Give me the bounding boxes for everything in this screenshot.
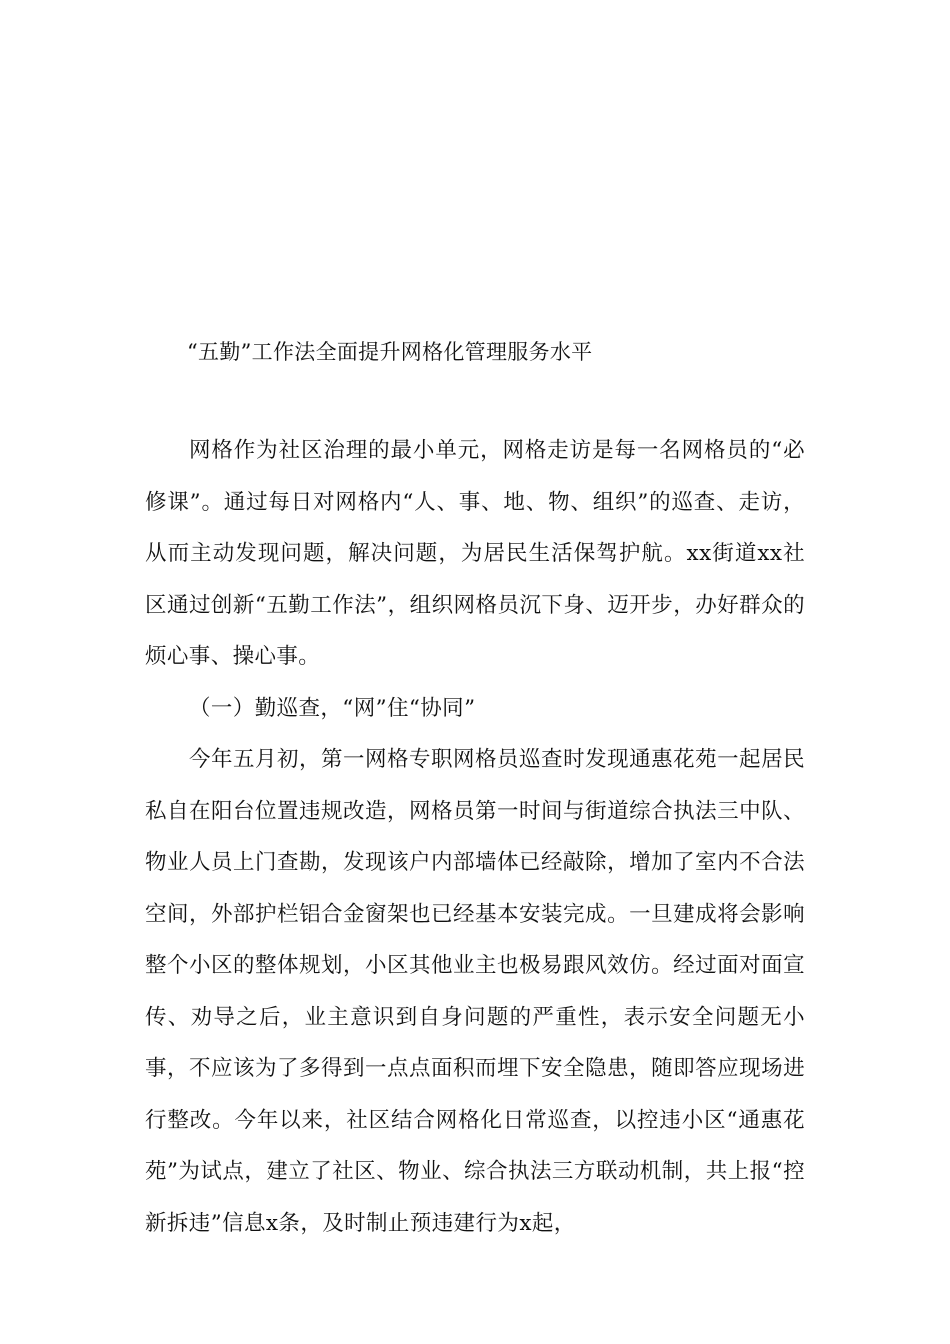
section-heading: （一）勤巡查，“网”住“协同” [189,695,476,721]
section-paragraph: 今年五月初，第一网格专职网格员巡查时发现通惠花苑一起居民私自在阳台位置违规改造，网格员第一时间与街道综合执法三中队、物业人员上门查勘，发现该户内部墙体已经敲除，增加了室内不合法空间，外部护栏铝合金窗架也已经基本安装完成。一旦建成将会影响整个小区的整体规划，小区其他业主也极易跟风效仿。经过面对面宣传、劝导之后，业主意识到自身问题的严重性，表示安全问题无小事，不应该为了多得到一点点面积而埋下安全隐患，随即答应现场进行整改。今年以来，社区结合网格化日常巡查，以控违小区“通惠花苑”为试点，建立了社区、物业、综合执法三方联动机制，共上报“控新拆违”信息x条，及时制止预违建行为x起， [145,747,805,1236]
body-text [145,425,805,1249]
document-title: “五勤”工作法全面提升网格化管理服务水平 [187,340,593,364]
intro-paragraph: 网格作为社区治理的最小单元，网格走访是每一名网格员的“必修课”。通过每日对网格内“人、事、地、物、组织”的巡查、走访，从而主动发现问题，解决问题，为居民生活保驾护航。xx街道xx社区通过创新“五勤工作法”，组织网格员沉下身、迈开步，办好群众的烦心事、操心事。 [145,438,805,669]
